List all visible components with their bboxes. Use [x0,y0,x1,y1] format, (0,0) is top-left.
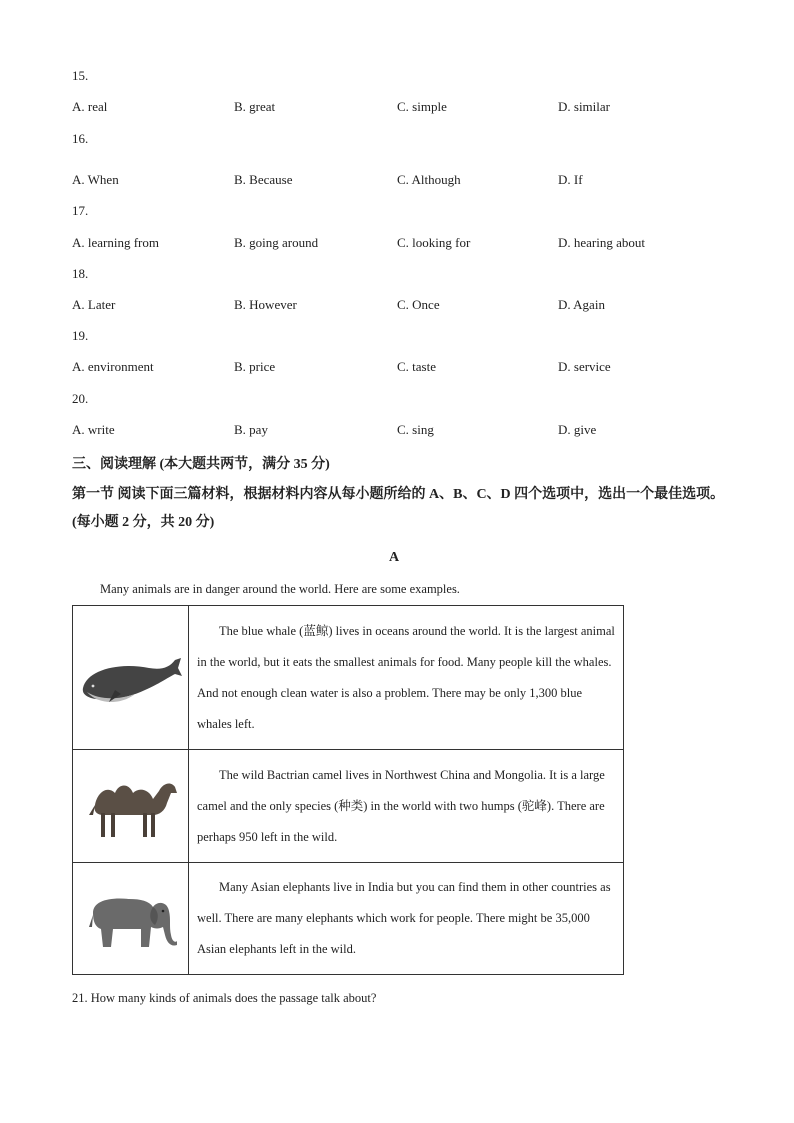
table-row [73,750,624,863]
option-a[interactable]: A. write [72,422,115,437]
asian-elephant-text: Many Asian elephants live in India but you can find them in other countries as well. There are many elephants which work for people. There might be 35,000 Asian elephants left in the wild. [197,880,611,956]
option-a[interactable]: A. real [72,99,108,114]
option-b[interactable]: B. pay [234,422,268,437]
option-d[interactable]: D. If [558,172,583,187]
option-d[interactable]: D. give [558,422,597,437]
image-cell [73,863,189,975]
options-row-20 [72,422,722,440]
option-d[interactable]: D. service [558,359,611,374]
option-b[interactable]: B. great [234,99,276,114]
bactrian-camel-text: The wild Bactrian camel lives in Northwest China and Mongolia. It is a large camel and the only species (种类) in the world with two humps (驼峰). There are perhaps 950 left in the wild. [197,767,605,844]
option-d[interactable]: D. Again [558,297,605,312]
section-instruction: 第一节 阅读下面三篇材料，根据材料内容从每小题所给的 A、B、C、D 四个选项中，选出一个最佳选项。(每小题 2 分，共 20 分) [72,487,725,530]
options-row-15 [72,99,722,117]
animal-description [189,750,624,863]
options-row-18 [72,297,722,315]
blue-whale-text: The blue whale (蓝鲸) lives in oceans around the world. It is the largest animal in the world, but it eats the smallest animals for food. Many people kill the whales. And not enough clean water is also a problem. There may be only 1,300 blue whales left. [197,623,615,731]
option-c[interactable]: C. sing [397,422,434,437]
question-number-20: 20. [72,391,89,406]
option-b[interactable]: B. going around [234,235,319,250]
option-a[interactable]: A. Later [72,297,116,312]
animal-description [189,863,624,975]
passage-letter: A [389,550,400,565]
option-a[interactable]: A. environment [72,359,154,374]
table-row [73,863,624,975]
option-b[interactable]: B. price [234,359,276,374]
question-number-18: 18. [72,266,89,281]
question-number-15: 15. [72,68,89,83]
bactrian-camel-image [79,771,183,841]
options-row-19 [72,359,722,377]
animal-description [189,606,624,750]
image-cell [73,750,189,863]
option-b[interactable]: B. However [234,297,297,312]
option-c[interactable]: C. Once [397,297,440,312]
options-row-16 [72,172,722,190]
asian-elephant-image [79,887,183,951]
blue-whale-image [79,648,183,708]
animals-table [72,605,624,975]
question-number-17: 17. [72,203,89,218]
question-21-stem: 21. How many kinds of animals does the passage talk about? [72,991,377,1005]
option-c[interactable]: C. looking for [397,235,471,250]
option-c[interactable]: C. taste [397,359,436,374]
option-a[interactable]: A. When [72,172,119,187]
option-d[interactable]: D. similar [558,99,610,114]
option-c[interactable]: C. simple [397,99,447,114]
question-number-16: 16. [72,131,89,146]
options-row-17 [72,235,722,253]
image-cell [73,606,189,750]
section-title: 三、阅读理解 (本大题共两节，满分 35 分) [72,457,330,472]
option-b[interactable]: B. Because [234,172,293,187]
passage-intro: Many animals are in danger around the world. Here are some examples. [100,582,460,596]
option-d[interactable]: D. hearing about [558,235,646,250]
table-row [73,606,624,750]
question-number-19: 19. [72,328,89,343]
option-c[interactable]: C. Although [397,172,461,187]
option-a[interactable]: A. learning from [72,235,160,250]
